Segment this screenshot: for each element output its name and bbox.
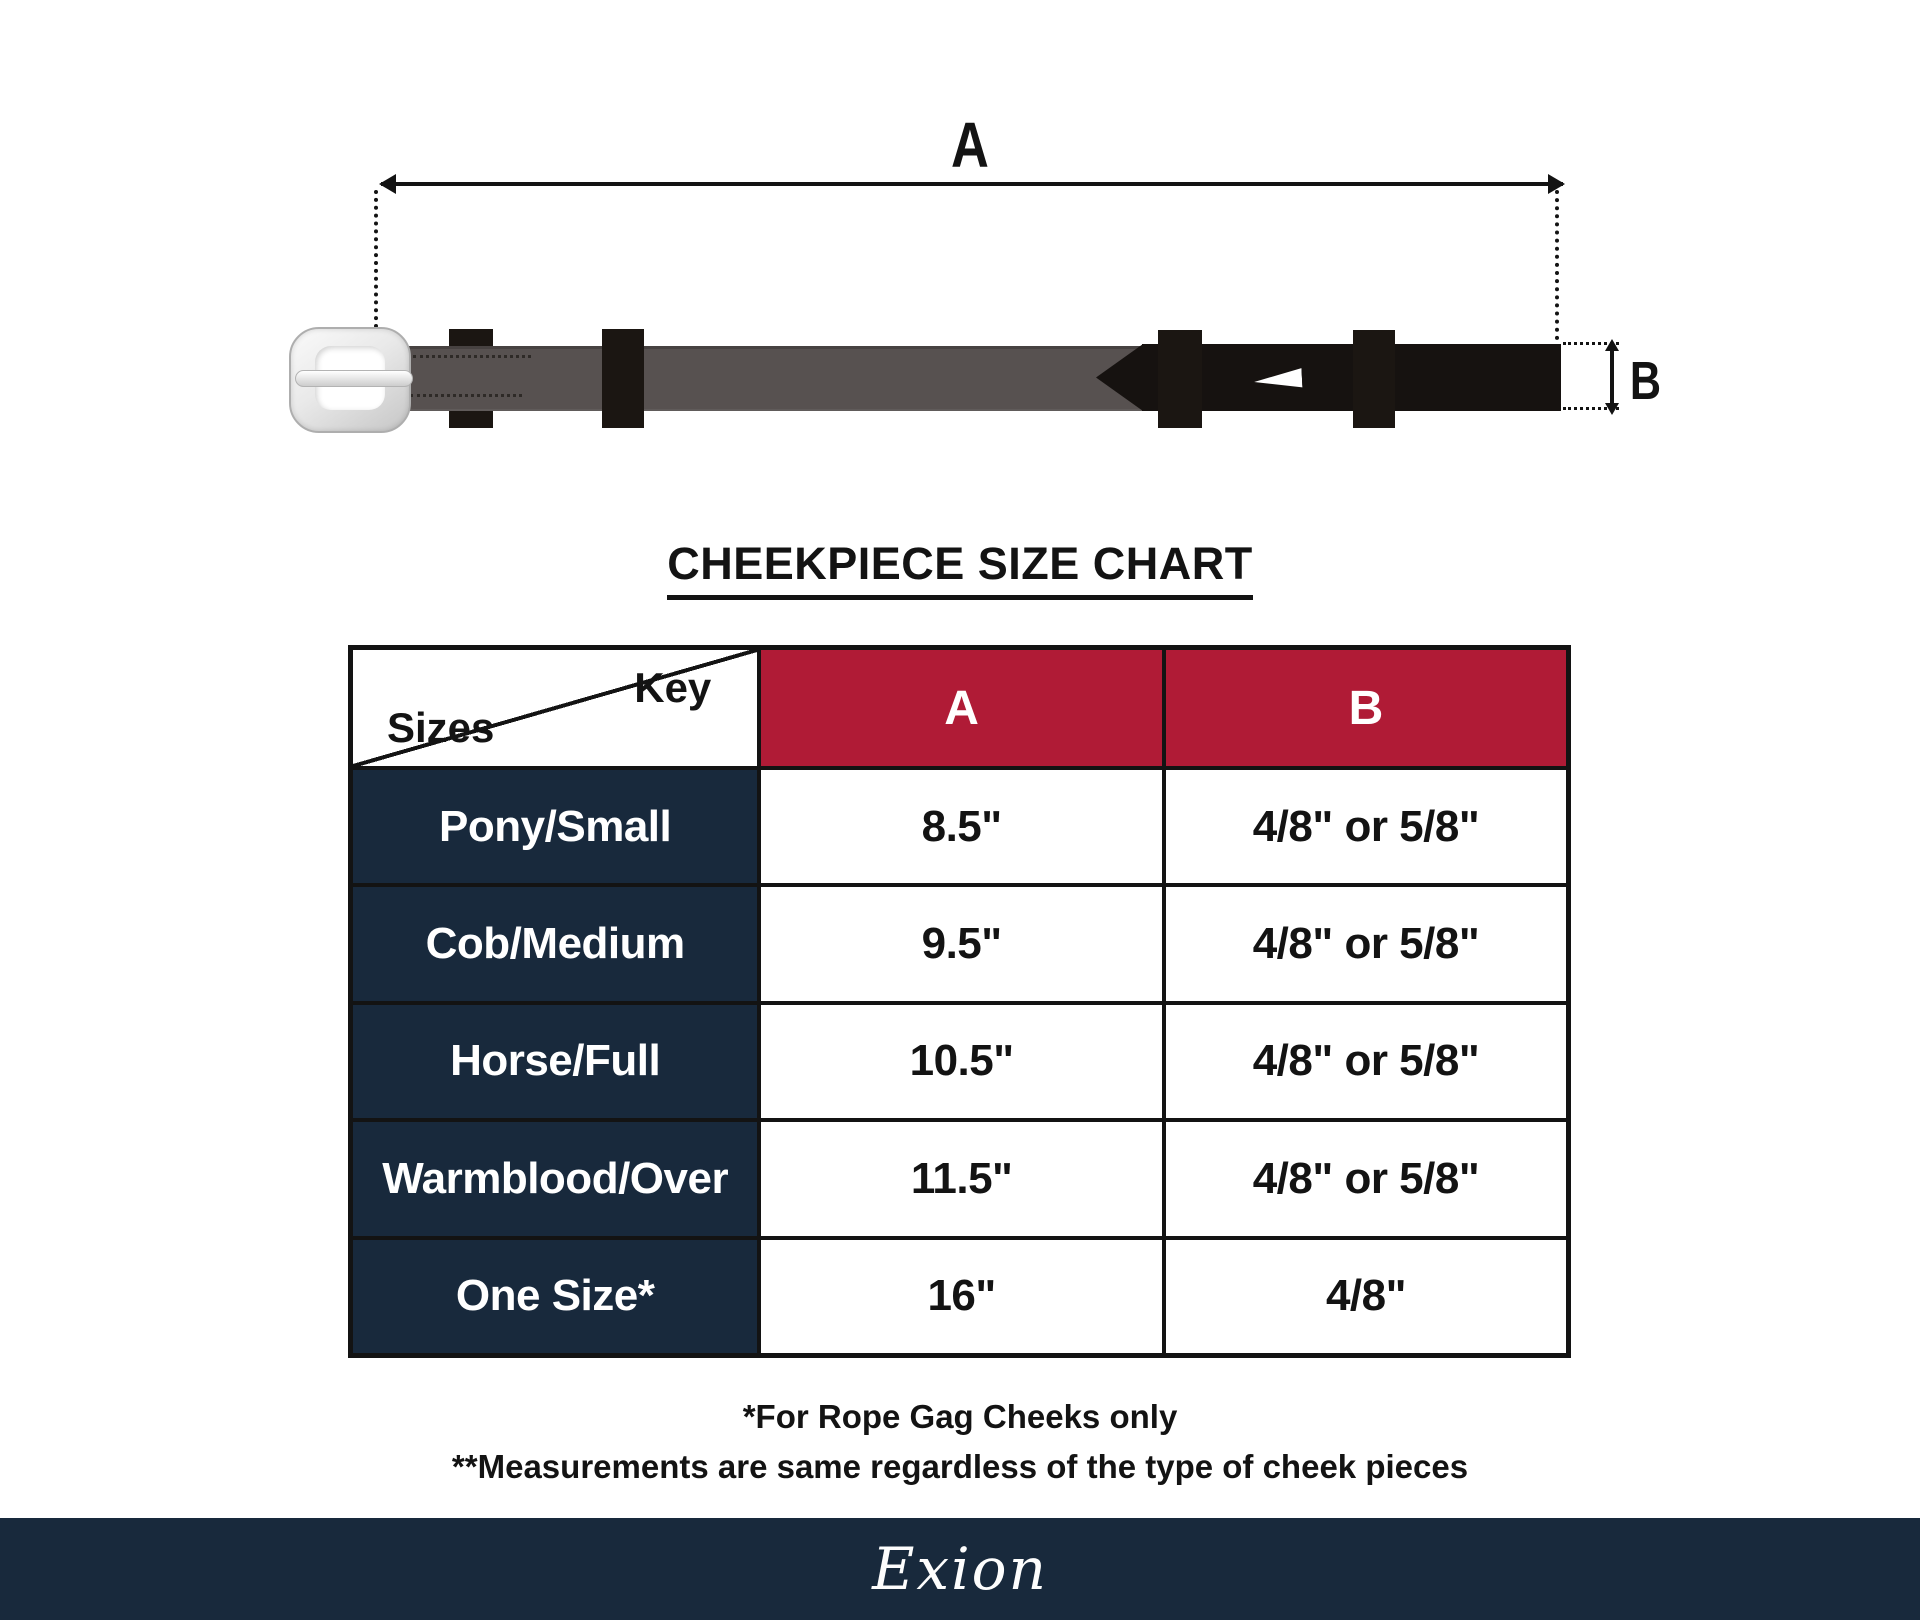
stitch-line bbox=[413, 355, 531, 358]
page-title bbox=[0, 538, 1920, 600]
dimension-a-arrow bbox=[381, 182, 1563, 186]
brand-footer-bar bbox=[0, 1518, 1920, 1620]
row-label: Pony/Small bbox=[351, 768, 759, 885]
value-a: 10.5" bbox=[759, 1003, 1164, 1120]
brand-logo: Exion bbox=[872, 1535, 1048, 1603]
corner-key-label: Key bbox=[634, 664, 712, 711]
column-header-a: A bbox=[759, 648, 1164, 768]
value-a: 9.5" bbox=[759, 885, 1164, 1002]
dimension-b-arrow bbox=[1610, 350, 1614, 404]
size-chart-table bbox=[348, 645, 1571, 1358]
footnotes bbox=[0, 1398, 1920, 1498]
value-b: 4/8" or 5/8" bbox=[1164, 1003, 1568, 1120]
cheekpiece-dimension-diagram bbox=[0, 0, 1920, 520]
belt-keeper bbox=[1158, 330, 1202, 428]
dimension-b-label: B bbox=[1629, 351, 1662, 411]
belt-keeper bbox=[1353, 330, 1395, 428]
dimension-a-extension-right bbox=[1555, 190, 1559, 340]
corner-sizes-label: Sizes bbox=[387, 704, 495, 751]
dimension-a-extension-left bbox=[374, 190, 378, 344]
table-corner-cell bbox=[351, 648, 759, 768]
belt-keeper bbox=[602, 329, 644, 428]
dimension-a-label: A bbox=[951, 109, 989, 181]
footnote-rope-gag: *For Rope Gag Cheeks only bbox=[742, 1398, 1178, 1435]
page-title-text: CHEEKPIECE SIZE CHART bbox=[667, 538, 1253, 600]
footnote-measurements: **Measurements are same regardless of the type of cheek pieces bbox=[451, 1448, 1469, 1485]
buckle-prong bbox=[295, 370, 413, 387]
row-label: Warmblood/Over bbox=[351, 1120, 759, 1237]
value-b: 4/8" or 5/8" bbox=[1164, 1120, 1568, 1237]
value-a: 16" bbox=[759, 1238, 1164, 1355]
value-b: 4/8" or 5/8" bbox=[1164, 768, 1568, 885]
row-label: Horse/Full bbox=[351, 1003, 759, 1120]
value-b: 4/8" or 5/8" bbox=[1164, 885, 1568, 1002]
belt-strap-gray bbox=[373, 346, 1153, 411]
belt-strap-black bbox=[1142, 344, 1561, 411]
column-header-b: B bbox=[1164, 648, 1568, 768]
value-a: 11.5" bbox=[759, 1120, 1164, 1237]
belt-slot-hole bbox=[1253, 367, 1302, 391]
row-label: One Size* bbox=[351, 1238, 759, 1355]
value-b: 4/8" bbox=[1164, 1238, 1568, 1355]
row-label: Cob/Medium bbox=[351, 885, 759, 1002]
stitch-line bbox=[410, 394, 522, 397]
value-a: 8.5" bbox=[759, 768, 1164, 885]
